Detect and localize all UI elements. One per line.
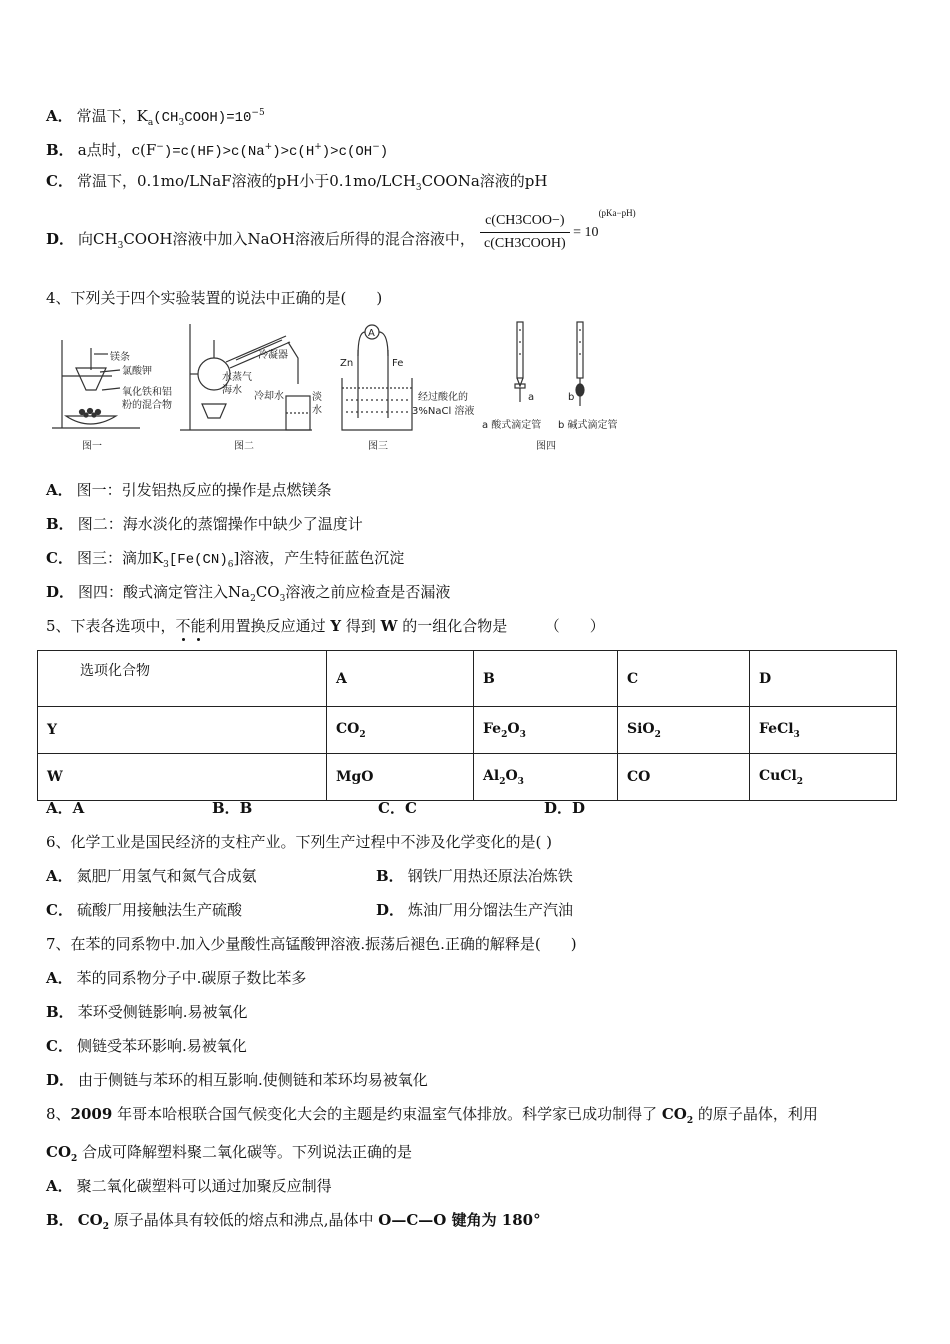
q5-option-c: C．C	[378, 799, 417, 817]
fig2-label-coolant: 冷却水	[254, 391, 284, 402]
fig1-label-mixture: 氧化铁和铝	[122, 387, 172, 398]
fig3-label-fe: Fe	[392, 358, 404, 369]
fig3-label-nacl: 3%NaCl 溶液	[412, 406, 475, 417]
table-cell: FeCl$_3$	[750, 707, 897, 754]
fraction-numerator: c(CH3COO−)	[485, 213, 565, 229]
q5-table	[37, 650, 897, 801]
fig4-label-b: b	[568, 392, 575, 403]
q4-option-d: D． 图四：酸式滴定管注入$Na_2CO_3$溶液之前应检查是否漏液	[46, 583, 451, 604]
fig1-label-kclo3: 氯酸钾	[122, 366, 152, 377]
fraction-denominator: c(CH3COOH)	[484, 236, 566, 252]
figure-3	[342, 325, 412, 430]
table-header-cell: D	[750, 651, 897, 707]
q8-option-b: B． $CO_2$ 原子晶体具有较低的熔点和沸点,晶体中 O—C—O 键角为 180°	[46, 1211, 541, 1232]
table-row	[38, 707, 897, 754]
fig4-caption: 图四	[536, 441, 556, 452]
q7-option-b: B． 苯环受侧链影响.易被氧化	[46, 1003, 248, 1021]
table-row	[38, 651, 897, 707]
table-cell: CO	[618, 754, 750, 801]
fig1-label-powder: 粉的混合物	[122, 400, 172, 411]
q8-option-a: A． 聚二氧化碳塑料可以通过加聚反应制得	[46, 1177, 332, 1195]
fig2-label-steam: 水蒸气	[222, 372, 252, 383]
q4-stem: 4、下列关于四个实验装置的说法中正确的是( )	[46, 289, 383, 307]
table-cell: W	[38, 754, 327, 801]
q6-option-d: D． 炼油厂用分馏法生产汽油	[376, 901, 574, 919]
fig1-caption: 图一	[82, 441, 102, 452]
q4-option-b: B． 图二：海水淡化的蒸馏操作中缺少了温度计	[46, 515, 363, 533]
fig2-label-condenser: 冷凝器	[258, 350, 288, 361]
fig3-label-acidified: 经过酸化的	[418, 392, 468, 403]
table-header-cell: C	[618, 651, 750, 707]
q3-option-d: D． 向$CH_3COOH$溶液中加入NaOH溶液后所得的混合溶液中，	[46, 230, 475, 251]
q3-option-c: C． 常温下，0.1mo/LNaF溶液的pH小于$0.1mo/LCH_3COONa$溶液的pH	[46, 172, 548, 193]
fig2-label-water: 水	[312, 405, 322, 416]
table-cell: MgO	[327, 754, 474, 801]
q3-option-b: B． a点时，c(F−)=c(HF)>c(Na+)>c(H+)>c(OH−)	[46, 141, 389, 160]
q4-figures	[50, 318, 640, 456]
fig4-label-a: a	[528, 392, 535, 403]
fig3-caption: 图三	[368, 441, 388, 452]
q7-option-d: D． 由于侧链与苯环的相互影响.使侧链和苯环均易被氧化	[46, 1071, 428, 1089]
q4-option-a: A． 图一：引发铝热反应的操作是点燃镁条	[46, 481, 332, 499]
q5-option-d: D．D	[544, 799, 586, 817]
table-cell: SiO$_2$	[618, 707, 750, 754]
fig3-ammeter: A	[368, 328, 375, 339]
q6-stem: 6、化学工业是国民经济的支柱产业。下列生产过程中不涉及化学变化的是( )	[46, 833, 553, 851]
fig2-caption: 图二	[234, 441, 254, 452]
q5-option-b: B．B	[212, 799, 253, 817]
table-header-cell: B	[474, 651, 618, 707]
fig2-label-fresh: 淡	[312, 392, 322, 403]
table-cell: $Al_2O_3$	[474, 754, 618, 801]
q5-option-a: A．A	[46, 799, 85, 817]
q4-option-c: C． 图三：滴加$K_3[Fe(CN)_6]$溶液，产生特征蓝色沉淀	[46, 549, 405, 570]
table-cell: $CO_2$	[327, 707, 474, 754]
q3-fraction: c(CH3COO−) c(CH3COOH) = $10^{(pKa-pH)}$	[480, 208, 636, 252]
table-row	[38, 754, 897, 801]
q5-options	[46, 798, 585, 818]
q6-option-a: A． 氮肥厂用氢气和氮气合成氨	[46, 867, 257, 885]
q6-option-b: B． 钢铁厂用热还原法冶炼铁	[376, 867, 573, 885]
q5-stem: 5、下表各选项中，不能利用置换反应通过 Y 得到 W 的一组化合物是 （ ）	[46, 617, 605, 635]
q8-stem-line2: $CO_2$ 合成可降解塑料聚二氧化碳等。下列说法正确的是	[46, 1143, 413, 1164]
table-header-cell: 选项化合物	[38, 651, 327, 707]
fig1-label-magnesium: 镁条	[110, 352, 130, 363]
option-label: A．	[46, 107, 73, 125]
fig3-label-zn: Zn	[340, 358, 354, 369]
q7-option-c: C． 侧链受苯环影响.易被氧化	[46, 1037, 247, 1055]
q3-option-a: A． 常温下，$K_a(CH_3COOH)=10^{-5}$	[46, 107, 265, 128]
table-cell: Y	[38, 707, 327, 754]
q6-option-c: C． 硫酸厂用接触法生产硫酸	[46, 901, 242, 919]
table-cell: CuCl$_2$	[750, 754, 897, 801]
table-cell: $Fe_2O_3$	[474, 707, 618, 754]
q7-stem: 7、在苯的同系物中.加入少量酸性高锰酸钾溶液.振荡后褪色.正确的解释是( )	[46, 935, 577, 953]
fig2-label-seawater: 海水	[222, 385, 242, 396]
fig4-label-acid-burette: a 酸式滴定管	[482, 420, 542, 431]
q8-stem-line1: 8、2009 年哥本哈根联合国气候变化大会的主题是约束温室气体排放。科学家已成功制得了 $CO_2$ 的原子晶体，利用	[46, 1105, 818, 1126]
fig4-label-base-burette: b 碱式滴定管	[558, 420, 618, 431]
q7-option-a: A． 苯的同系物分子中.碳原子数比苯多	[46, 969, 307, 987]
table-header-cell: A	[327, 651, 474, 707]
